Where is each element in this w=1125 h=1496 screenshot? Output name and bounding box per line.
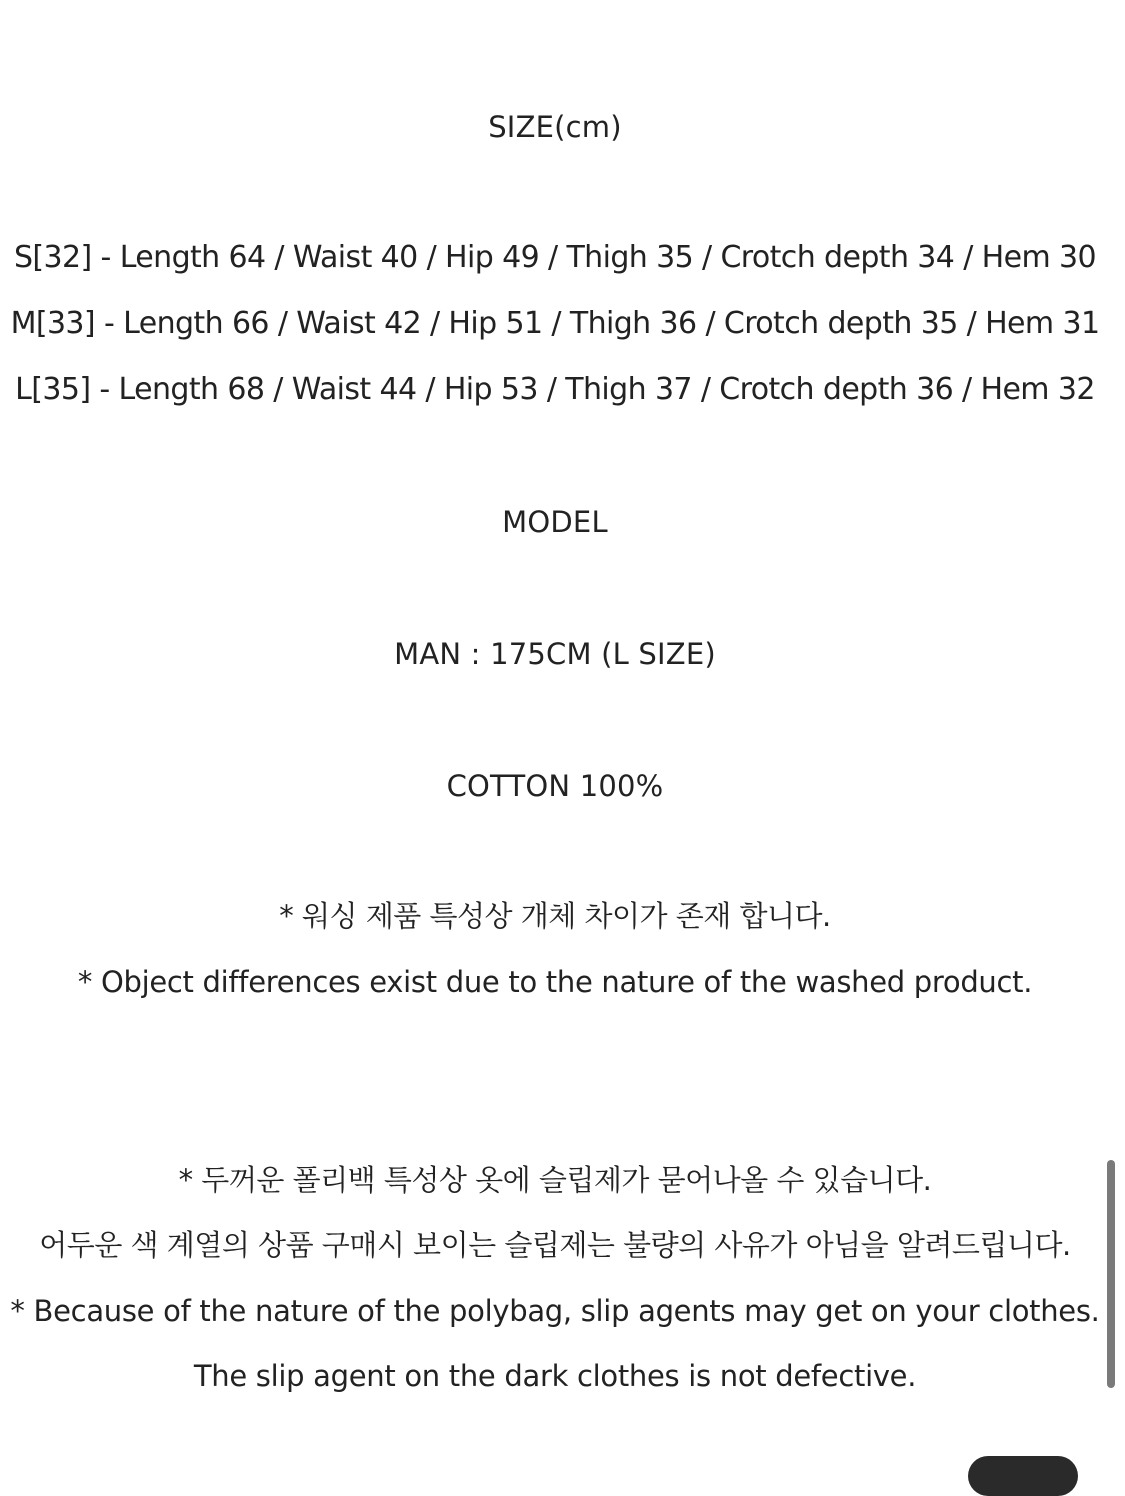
- polybag-note-english-1: * Because of the nature of the polybag, slip agents may get on your clothes.: [10, 1294, 1100, 1328]
- model-heading: MODEL: [502, 505, 608, 539]
- size-row-l: L[35] - Length 68 / Waist 44 / Hip 53 / Thigh 37 / Crotch depth 36 / Hem 32: [15, 372, 1095, 407]
- size-row-s: S[32] - Length 64 / Waist 40 / Hip 49 / Thigh 35 / Crotch depth 34 / Hem 30: [13, 240, 1097, 275]
- wash-note-english: * Object differences exist due to the nature of the washed product.: [77, 965, 1033, 999]
- polybag-note-korean-1: * 두꺼운 폴리백 특성상 옷에 슬립제가 묻어나올 수 있습니다.: [178, 1163, 932, 1197]
- floating-action-button[interactable]: [968, 1456, 1078, 1496]
- polybag-note-korean-2: 어두운 색 계열의 상품 구매시 보이는 슬립제는 불량의 사유가 아님을 알려드립니다.: [39, 1228, 1071, 1262]
- wash-note-korean: * 워싱 제품 특성상 개체 차이가 존재 합니다.: [279, 899, 831, 933]
- size-heading: SIZE(cm): [488, 110, 622, 144]
- model-spec: MAN : 175CM (L SIZE): [394, 637, 716, 671]
- scrollbar-thumb[interactable]: [1107, 1160, 1115, 1388]
- fabric-composition: COTTON 100%: [446, 769, 664, 803]
- size-row-m: M[33] - Length 66 / Waist 42 / Hip 51 / Thigh 36 / Crotch depth 35 / Hem 31: [10, 306, 1100, 341]
- polybag-note-english-2: The slip agent on the dark clothes is not defective.: [193, 1359, 917, 1393]
